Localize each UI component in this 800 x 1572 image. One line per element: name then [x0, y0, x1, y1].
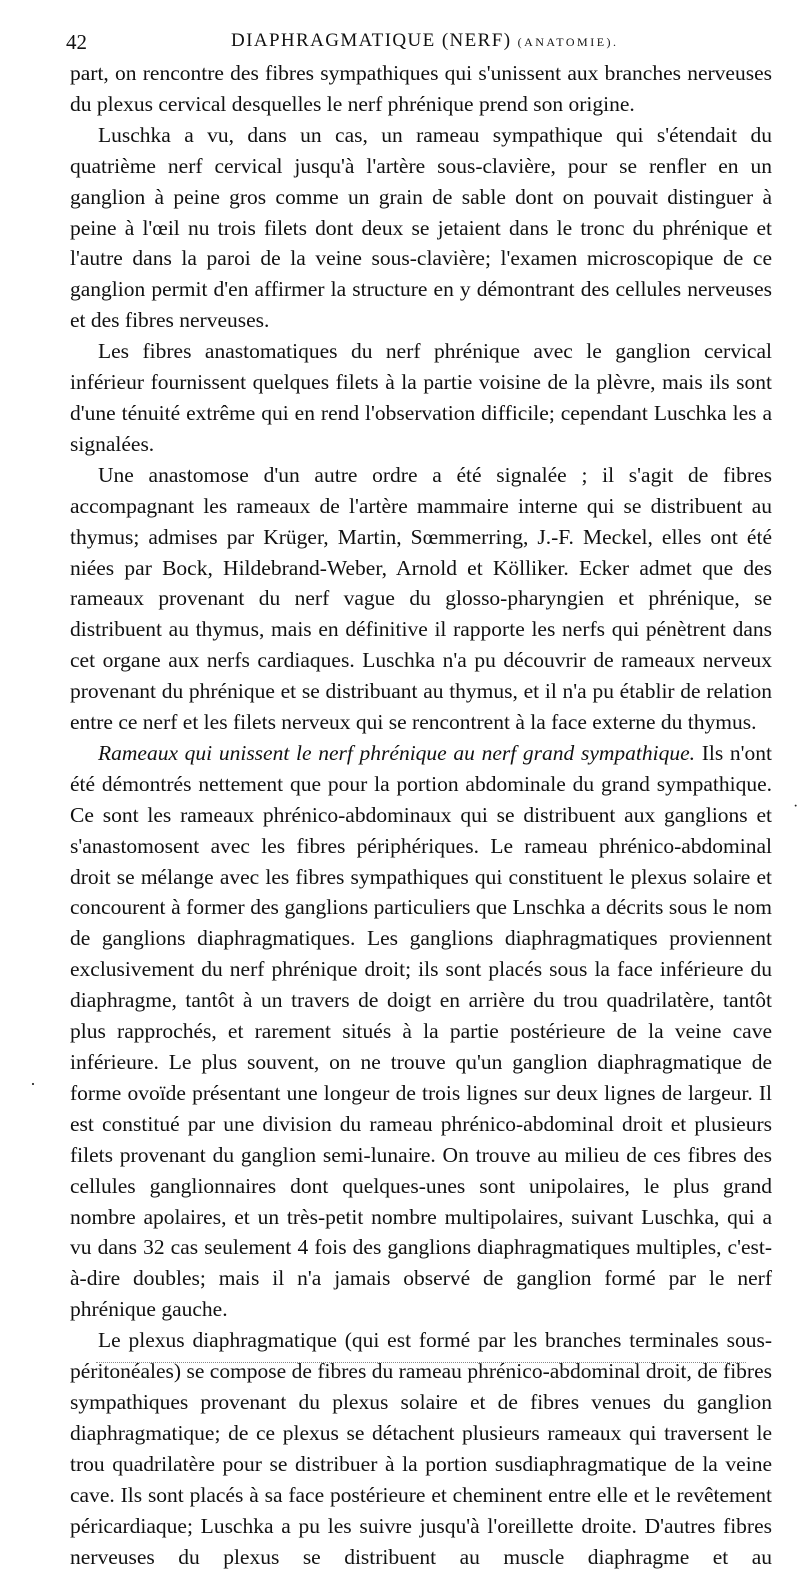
running-title-section: (ANATOMIE).	[517, 35, 619, 49]
paragraph-diaphragmatic-plexus: Le plexus diaphragmatique (qui est formé par les branches terminales sous-péritonéales) se compose de fibres du rameau phrénico-abdominal droit, de fibres sympathiques provenant du plexus solaire et de fibres venues du ganglion diaphragmatique; de ce plexus se détachent plusieurs rameaux qui traversent le trou quadrilatère pour se distribuer à la portion susdiaphragmatique de la veine cave. Ils sont placés à sa face postérieure et cheminent entre elle et le revêtement péricardiaque; Luschka a pu les suivre jusqu'à l'oreillette droite. D'autres fibres nerveuses du plexus se distribuent au muscle diaphragme et au	[70, 1328, 772, 1569]
paragraph-sympathetic-branches	[70, 738, 772, 1325]
margin-speck: ·	[793, 798, 799, 815]
paragraph-luschka-ganglion: Luschka a vu, dans un cas, un rameau sympathique qui s'étendait du quatrième nerf cervical jusqu'à l'artère sous-clavière, pour se renfler en un ganglion à peine gros comme un grain de sable dont on pouvait distinguer à peine à l'œil nu trois filets dont deux se jetaient dans le tronc du phrénique et l'autre dans la paroi de la veine sous-clavière; l'examen microscopique de ce ganglion permit d'en affirmer la structure en y démontrant des cellules nerveuses et des fibres nerveuses.	[70, 122, 772, 333]
paragraph-anastomatic-fibres: Les fibres anastomatiques du nerf phrénique avec le ganglion cervical inférieur fournissent quelques filets à la partie voisine de la plèvre, mais ils sont d'une ténuité extrême qui en rend l'observation difficile; cependant Luschka les a signalées.	[70, 339, 772, 456]
paragraph-thymus-anastomosis: Une anastomose d'un autre ordre a été signalée ; il s'agit de fibres accompagnant les rameaux de l'artère mammaire interne qui se distribuent au thymus; admises par Krüger, Martin, Sœmmerring, J.-F. Meckel, elles ont été niées par Bock, Hildebrand-Weber, Arnold et Kölliker. Ecker admet que des rameaux provenant du nerf vague du glosso-pharyngien et phrénique, se distribuent au thymus, mais en définitive il rapporte les nerfs qui pénètrent dans cet organe aux nerfs cardiaques. Luschka n'a pu découvrir de rameaux nerveux provenant du phrénique et se distribuant au thymus, et il n'a pu établir de relation entre ce nerf et les filets nerveux qui se rencontrent à la face externe du thymus.	[70, 462, 772, 735]
footer-rule	[96, 1362, 746, 1363]
paragraph-sympathetic-branches-text: Ils n'ont été démontrés nettement que pour la portion abdominale du grand sympathique. Ce sont les rameaux phrénico-abdominaux qui se distribuent aux ganglions et s'anastomosent avec les fibres périphériques. Le rameau phrénico-abdominal droit se mélange avec les fibres sympathiques qui constituent le plexus solaire et concourent à former des ganglions particuliers que Lnschka a décrits sous le nom de ganglions diaphragmatiques. Les ganglions diaphragmatiques proviennent exclusivement du nerf phrénique droit; ils sont placés sous la face inférieure du diaphragme, tantôt à un travers de doigt en arrière du trou quadrilatère, tantôt plus rapprochés, et rarement situés à la partie postérieure de la veine cave inférieure. Le plus souvent, on ne trouve qu'un ganglion diaphragmatique de forme ovoïde présentant une longeur de trois lignes sur deux lignes de largeur. Il est constitué par une division du rameau phrénico-abdominal droit et plusieurs filets provenant du ganglion semi-lunaire. On trouve au milieu de ces fibres des cellules ganglionnaires dont quelques-unes sont unipolaires, le plus grand nombre apolaires, et un très-petit nombre multipolaires, suivant Luschka, qui a vu dans 32 cas seulement 4 fois des ganglions diaphragmatiques multiples, c'est-à-dire doubles; mais il n'a jamais observé de ganglion formé par le nerf phrénique gauche.	[70, 740, 772, 1322]
body-text	[70, 58, 772, 1572]
running-title-main: DIAPHRAGMATIQUE (NERF)	[231, 30, 512, 51]
section-lead-italic: Rameaux qui unissent le nerf phrénique au nerf grand sympathique.	[98, 740, 696, 765]
margin-speck: ·	[30, 1074, 36, 1094]
running-header	[66, 30, 766, 60]
running-title	[231, 30, 619, 52]
page-number: 42	[66, 30, 87, 54]
paragraph-continuation: part, on rencontre des fibres sympathiques qui s'unissent aux branches nerveuses du plexus cervical desquelles le nerf phrénique prend son origine.	[70, 61, 772, 116]
